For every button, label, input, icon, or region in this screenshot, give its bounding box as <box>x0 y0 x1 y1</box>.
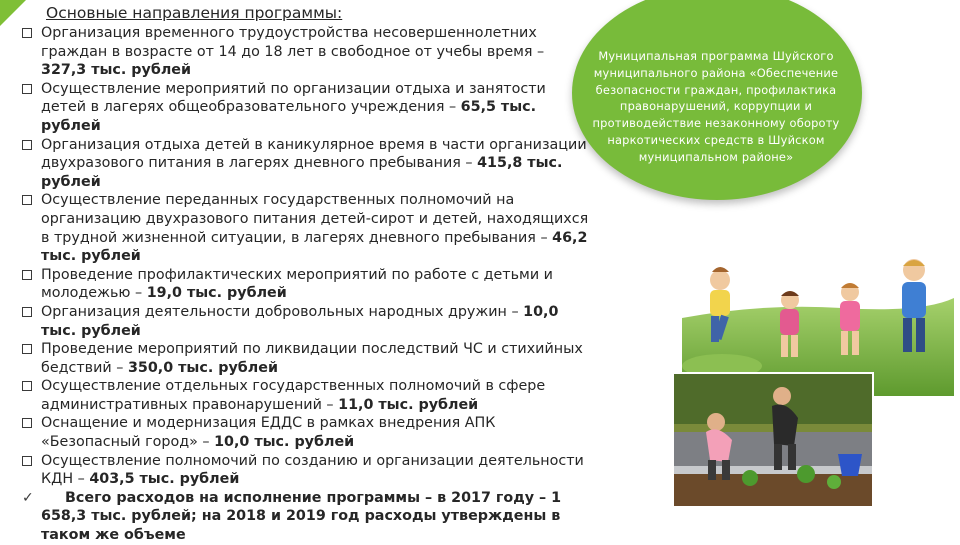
list-item: Осуществление мероприятий по организации отдыха и занятости детей в лагерях общеобразовательного учреждения – 65,5 тыс. рублей <box>22 80 592 136</box>
program-callout-text: Муниципальная программа Шуйского муниципального района «Обеспечение безопасности граждан, профилактика правонарушений, коррупции и противодействие незаконному обороту наркотических средств в Шуйском муниципальном районе» <box>592 49 840 164</box>
list-item: Проведение мероприятий по ликвидации последствий ЧС и стихийных бедствий – 350,0 тыс. рублей <box>22 340 592 377</box>
list-item: Осуществление переданных государственных полномочий на организацию двухразового питания детей-сирот и детей, находящихся в трудной жизненной ситуации, в лагерях дневного пребывания – 46,2 тыс. рублей <box>22 191 592 265</box>
checkbox-bullet-icon <box>22 195 32 205</box>
list-item: Проведение профилактических мероприятий по работе с детьми и молодежью – 19,0 тыс. рублей <box>22 266 592 303</box>
corner-triangle <box>0 0 26 26</box>
list-item: Организация временного трудоустройства несовершеннолетних граждан в возрасте от 14 до 18 лет в свободное от учебы время – 327,3 тыс. рублей <box>22 24 592 80</box>
program-directions-list <box>22 24 592 545</box>
checkbox-bullet-icon <box>22 307 32 317</box>
checkbox-bullet-icon <box>22 344 32 354</box>
list-item: Оснащение и модернизация ЕДДС в рамках внедрения АПК «Безопасный город» – 10,0 тыс. рублей <box>22 414 592 451</box>
planting-illustration <box>674 374 872 506</box>
list-item: Организация деятельности добровольных народных дружин – 10,0 тыс. рублей <box>22 303 592 340</box>
checkbox-bullet-icon <box>22 270 32 280</box>
checkmark-icon: ✓ <box>22 489 34 506</box>
planting-flowers-photo <box>672 372 874 508</box>
checkbox-bullet-icon <box>22 418 32 428</box>
list-item: Осуществление отдельных государственных полномочий в сфере административных правонарушений – 11,0 тыс. рублей <box>22 377 592 414</box>
checkbox-bullet-icon <box>22 140 32 150</box>
total-item: ✓ Всего расходов на исполнение программы – в 2017 году – 1 658,3 тыс. рублей; на 2018 и 2019 год расходы утверждены в таком же объеме <box>22 489 562 544</box>
checkbox-bullet-icon <box>22 381 32 391</box>
checkbox-bullet-icon <box>22 456 32 466</box>
slide-title: Основные направления программы: <box>46 4 343 22</box>
checkbox-bullet-icon <box>22 84 32 94</box>
checkbox-bullet-icon <box>22 28 32 38</box>
list-item: Осуществление полномочий по созданию и организации деятельности КДН – 403,5 тыс. рублей <box>22 452 592 489</box>
list-item: Организация отдыха детей в каникулярное время в части организации двухразового питания в лагерях дневного пребывания – 415,8 тыс. рублей <box>22 136 592 192</box>
